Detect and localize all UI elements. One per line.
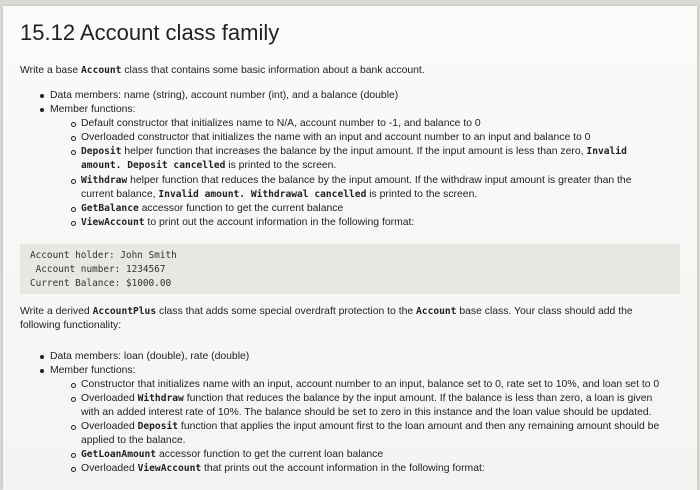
derived-func-viewaccount bbox=[81, 462, 485, 476]
code-withdrawal-cancelled: Invalid amount. Withdrawal cancelled bbox=[158, 189, 367, 200]
derived-intro-text-3: base class. Your class should add the bbox=[456, 306, 633, 317]
derived-func-getloanamount bbox=[81, 448, 383, 462]
derived-intro-line2: following functionality: bbox=[20, 320, 122, 331]
base-func-getbalance bbox=[81, 202, 343, 216]
base-func-deposit bbox=[81, 145, 627, 159]
derived-intro-text-2: class that adds some special overdraft protection to the bbox=[156, 306, 417, 317]
base-func-deposit-line2 bbox=[81, 159, 336, 173]
base-data-members: Data members: name (string), account number (int), and a balance (double) bbox=[50, 90, 399, 101]
intro-text-2: class that contains some basic information about a bank account. bbox=[121, 65, 425, 76]
viewaccount-text: to print out the account information in the following format: bbox=[144, 217, 415, 228]
code-derived-withdraw: Withdraw bbox=[137, 393, 184, 404]
sample-output-box bbox=[20, 244, 680, 294]
base-func-overloaded-ctor: Overloaded constructor that initializes the name with an input and account number to an input and balance to 0 bbox=[81, 132, 591, 143]
intro-code-account: Account bbox=[81, 65, 122, 76]
base-func-withdraw-line2 bbox=[81, 188, 477, 202]
code-getloanamount: GetLoanAmount bbox=[81, 449, 157, 460]
deposit-line2-text: is printed to the screen. bbox=[225, 160, 337, 171]
derived-func-ctor: Constructor that initializes name with an input, account number to an input, balance set to 0, rate set to 10%, and loan set to 0 bbox=[81, 379, 660, 390]
code-deposit-cancelled: amount. Deposit cancelled bbox=[81, 160, 226, 171]
base-func-withdraw bbox=[81, 174, 631, 188]
code-viewaccount: ViewAccount bbox=[81, 217, 145, 228]
base-member-functions: Member functions: bbox=[50, 104, 136, 115]
derived-member-functions: Member functions: bbox=[50, 365, 136, 376]
base-func-viewaccount bbox=[81, 216, 414, 230]
derived-data-members: Data members: loan (double), rate (double) bbox=[50, 351, 250, 362]
withdraw-text: helper function that reduces the balance by the input amount. If the withdraw input amount is greater than the bbox=[127, 175, 632, 186]
sample-line-balance: Current Balance: $1000.00 bbox=[30, 278, 172, 289]
code-derived-deposit: Deposit bbox=[137, 421, 179, 432]
code-invalid: Invalid bbox=[586, 146, 627, 157]
code-withdraw: Withdraw bbox=[81, 175, 128, 186]
withdraw-line2-text2: is printed to the screen. bbox=[366, 189, 478, 200]
derived-deposit-text-2: function that applies the input amount first to the loan amount and then any remaining amount should be bbox=[178, 421, 660, 432]
derived-viewaccount-text-1: Overloaded bbox=[81, 463, 138, 474]
intro-text-1: Write a base bbox=[20, 65, 82, 76]
deposit-text: helper function that increases the balance by the input amount. If the input amount is less than zero, bbox=[121, 146, 587, 157]
code-accountplus: AccountPlus bbox=[92, 306, 157, 317]
derived-deposit-text-1: Overloaded bbox=[81, 421, 138, 432]
code-account-base: Account bbox=[416, 306, 457, 317]
derived-withdraw-text-2: function that reduces the balance by the input amount. If the balance is less than zero, a loan is given bbox=[183, 393, 653, 404]
page-title: 15.12 Account class family bbox=[20, 20, 280, 45]
withdraw-line2-text: current balance, bbox=[81, 189, 159, 200]
derived-func-deposit-line2: applied to the balance. bbox=[81, 435, 186, 446]
getbalance-text: accessor function to get the current balance bbox=[138, 203, 344, 214]
derived-intro-paragraph bbox=[20, 305, 633, 319]
sample-line-number: Account number: 1234567 bbox=[30, 264, 166, 275]
derived-func-withdraw bbox=[81, 392, 652, 406]
getloanamount-text: accessor function to get the current loan balance bbox=[156, 449, 384, 460]
code-getbalance: GetBalance bbox=[81, 203, 139, 214]
derived-withdraw-text-1: Overloaded bbox=[81, 393, 138, 404]
derived-viewaccount-text-2: that prints out the account information in the following format: bbox=[201, 463, 485, 474]
derived-func-deposit bbox=[81, 420, 659, 434]
sample-line-holder: Account holder: John Smith bbox=[30, 250, 177, 261]
code-deposit: Deposit bbox=[81, 146, 122, 157]
derived-intro-text-1: Write a derived bbox=[20, 306, 93, 317]
document-page bbox=[3, 6, 697, 490]
base-func-default-ctor: Default constructor that initializes name to N/A, account number to -1, and balance to 0 bbox=[81, 118, 481, 129]
derived-func-withdraw-line2: with an added interest rate of 10%. The balance should be set to zero in this instance and the loan value should be updated. bbox=[81, 407, 652, 418]
intro-paragraph bbox=[20, 64, 425, 78]
code-derived-viewaccount: ViewAccount bbox=[137, 463, 202, 474]
